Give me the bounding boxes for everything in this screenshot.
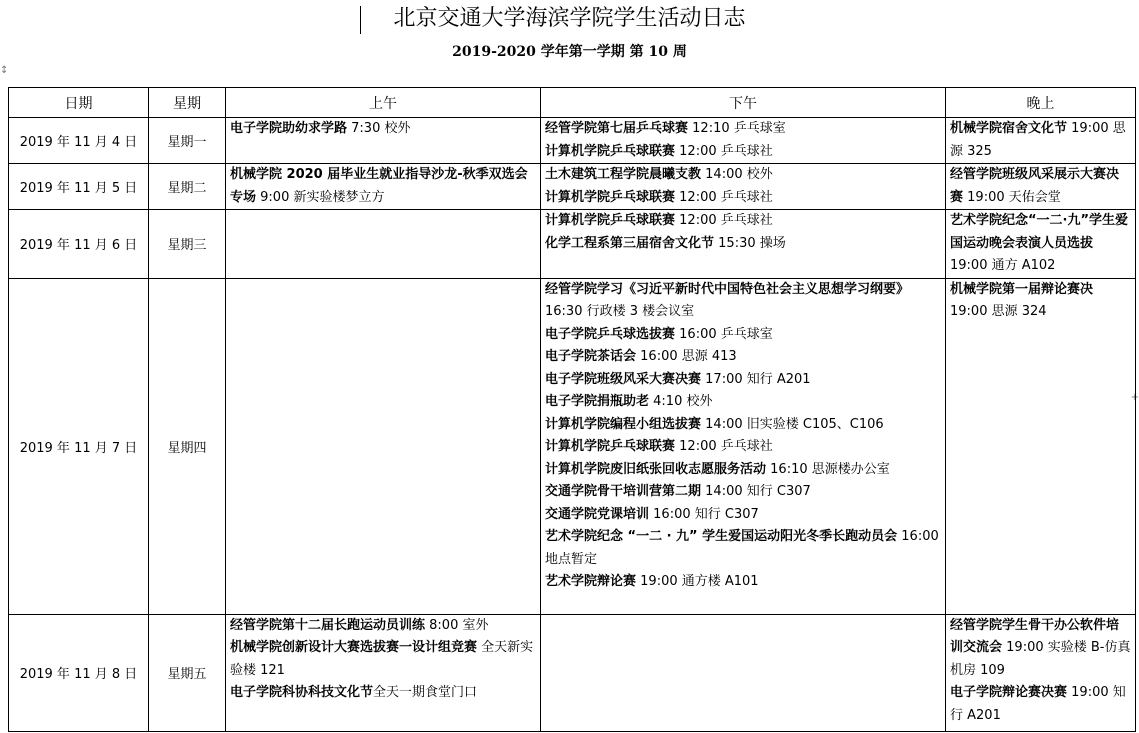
activity-entry: [545, 118, 941, 141]
add-column-icon[interactable]: +: [1130, 392, 1139, 403]
activity-detail: 14:00 知行 C307: [701, 484, 811, 499]
activity-entry: [545, 391, 941, 414]
pm-cell: [541, 164, 946, 210]
activity-name: 机械学院第一届辩论赛决: [950, 281, 1094, 297]
activity-name: 经管学院学生骨干办公软件培训交流会: [950, 617, 1120, 655]
activity-detail: 15:30 操场: [714, 235, 786, 251]
header-evening: 晚上: [946, 88, 1136, 118]
activity-name: 计算机学院乒乓球联赛: [545, 439, 676, 454]
document-subtitle: 2019-2020 学年第一学期 第 10 周: [452, 44, 687, 60]
date-cell: 2019 年 11 月 6 日: [9, 210, 149, 279]
table-row: [9, 210, 1136, 279]
activity-entry: [545, 459, 941, 482]
activity-name: 经管学院第十二届长跑运动员训练: [230, 617, 426, 633]
am-cell: [226, 278, 541, 614]
activity-detail: 19:00 通方 A102: [950, 258, 1056, 273]
activity-entry: [545, 164, 941, 187]
header-morning: 上午: [226, 88, 541, 118]
activity-entry: [545, 436, 941, 459]
eve-cell: [946, 164, 1136, 210]
activity-name: 经管学院第七届乒乓球赛: [545, 121, 689, 136]
activity-entry: [545, 279, 941, 324]
weekday-cell: 星期五: [149, 614, 226, 731]
activity-name: 机械学院 2020 届毕业生就业指导沙龙-秋季双选会专场: [230, 167, 528, 205]
activity-name: 土木建筑工程学院晨曦支教: [545, 167, 702, 182]
activity-detail: 19:00 通方楼 A101: [636, 574, 759, 589]
activity-table: [8, 87, 1136, 732]
activity-entry: [230, 637, 536, 682]
am-cell: [226, 210, 541, 279]
activity-entry: [230, 118, 536, 141]
eve-cell: [946, 118, 1136, 164]
activity-detail: 14:00 校外: [701, 167, 773, 182]
activity-entry: [545, 141, 941, 164]
activity-detail: 8:00 室外: [425, 617, 489, 633]
margin-arrow-icon: ↕: [0, 65, 9, 76]
document-title: 北京交通大学海滨学院学生活动日志: [393, 6, 746, 31]
activity-entry: [230, 615, 536, 638]
activity-detail: 16:00 知行 C307: [649, 506, 759, 522]
activity-entry: [230, 164, 536, 209]
activity-entry: [545, 571, 941, 594]
pm-cell: [541, 278, 946, 614]
activity-entry: [950, 615, 1131, 683]
activity-entry: [545, 233, 941, 256]
pm-cell: [541, 210, 946, 279]
activity-name: 艺术学院纪念 “一二 · 九” 学生爱国运动阳光冬季长跑动员会: [545, 529, 898, 544]
activity-entry: [545, 414, 941, 437]
activity-name: 交通学院党课培训: [545, 506, 650, 522]
activity-detail: 全天新实验楼 121: [230, 640, 534, 678]
activity-entry: [950, 279, 1131, 324]
activity-detail: 16:10 思源楼办公室: [766, 461, 890, 477]
activity-name: 化学工程系第三届宿舍文化节: [545, 235, 715, 251]
weekday-cell: 星期二: [149, 164, 226, 210]
activity-detail: 14:00 旧实验楼 C105、C106: [701, 416, 884, 432]
table-row: [9, 164, 1136, 210]
activity-entry: [545, 210, 941, 233]
am-cell: [226, 164, 541, 210]
activity-name: 机械学院宿舍文化节: [950, 121, 1068, 136]
eve-cell: [946, 614, 1136, 731]
activity-entry: [545, 504, 941, 527]
activity-detail: 12:00 乒乓球社: [675, 439, 773, 454]
activity-name: 电子学院助幼求学路: [230, 121, 348, 136]
activity-name: 电子学院科协科技文化节: [230, 685, 374, 700]
am-cell: [226, 614, 541, 731]
date-cell: 2019 年 11 月 8 日: [9, 614, 149, 731]
activity-name: 电子学院班级风采大赛决赛: [545, 371, 702, 387]
date-cell: 2019 年 11 月 5 日: [9, 164, 149, 210]
header-row: [9, 88, 1136, 118]
weekday-cell: 星期一: [149, 118, 226, 164]
activity-entry: [545, 346, 941, 369]
activity-detail: 12:00 乒乓球社: [675, 213, 773, 228]
activity-detail: 9:00 新实验楼梦立方: [256, 189, 385, 205]
activity-name: 计算机学院乒乓球联赛: [545, 213, 676, 228]
activity-entry: [545, 481, 941, 504]
header-afternoon: 下午: [541, 88, 946, 118]
activity-detail: 12:00 乒乓球社: [675, 143, 773, 159]
activity-entry: [545, 526, 941, 571]
eve-cell: [946, 278, 1136, 614]
am-cell: [226, 118, 541, 164]
activity-name: 经管学院班级风采展示大赛决赛: [950, 167, 1120, 205]
activity-detail: 7:30 校外: [347, 121, 411, 136]
table-row: [9, 118, 1136, 164]
pm-cell: [541, 118, 946, 164]
activity-name: 艺术学院辩论赛: [545, 574, 637, 589]
activity-name: 计算机学院编程小组选拔赛: [545, 416, 702, 432]
activity-detail: 19:00 实验楼 B-仿真机房 109: [950, 640, 1131, 678]
activity-name: 艺术学院纪念“一二·九”学生爱国运动晚会表演人员选拔: [950, 213, 1129, 251]
weekday-cell: 星期四: [149, 278, 226, 614]
activity-entry: [950, 210, 1131, 278]
activity-name: 电子学院茶话会: [545, 349, 637, 364]
activity-entry: [545, 187, 941, 210]
activity-detail: 16:00 地点暂定: [545, 529, 939, 567]
table-row: [9, 614, 1136, 731]
activity-entry: [950, 118, 1131, 163]
date-cell: 2019 年 11 月 4 日: [9, 118, 149, 164]
table-row: [9, 278, 1136, 614]
activity-entry: [950, 682, 1131, 727]
date-cell: 2019 年 11 月 7 日: [9, 278, 149, 614]
activity-detail: 19:00 知行 A201: [950, 685, 1126, 723]
activity-name: 计算机学院乒乓球联赛: [545, 143, 676, 159]
activity-detail: 4:10 校外: [649, 394, 713, 409]
pm-cell: [541, 614, 946, 731]
activity-name: 电子学院捐瓶助老: [545, 394, 650, 409]
activity-name: 电子学院乒乓球选拔赛: [545, 326, 676, 342]
activity-detail: 17:00 知行 A201: [701, 371, 811, 387]
activity-detail: 12:00 乒乓球社: [675, 189, 773, 205]
activity-detail: 12:10 乒乓球室: [688, 121, 786, 136]
activity-detail: 16:00 思源 413: [636, 349, 737, 364]
activity-name: 交通学院骨干培训营第二期: [545, 484, 702, 499]
activity-name: 计算机学院废旧纸张回收志愿服务活动: [545, 461, 767, 477]
activity-detail: 19:00 思源 325: [950, 121, 1126, 159]
activity-entry: [545, 369, 941, 392]
weekday-cell: 星期三: [149, 210, 226, 279]
header-date: 日期: [9, 88, 149, 118]
activity-name: 电子学院辩论赛决赛: [950, 685, 1068, 700]
activity-name: 经管学院学习《习近平新时代中国特色社会主义思想学习纲要》: [545, 281, 910, 297]
activity-detail: 16:00 乒乓球室: [675, 326, 773, 342]
activity-detail: 19:00 天佑会堂: [963, 189, 1061, 205]
activity-name: 机械学院创新设计大赛选拔赛一设计组竞赛: [230, 640, 478, 655]
activity-entry: [545, 324, 941, 347]
activity-detail: 16:30 行政楼 3 楼会议室: [545, 304, 695, 319]
activity-entry: [950, 164, 1131, 209]
header-weekday: 星期: [149, 88, 226, 118]
activity-name: 计算机学院乒乓球联赛: [545, 189, 676, 205]
activity-detail: 19:00 思源 324: [950, 304, 1047, 319]
activity-detail: 全天一期食堂门口: [373, 685, 478, 700]
eve-cell: [946, 210, 1136, 279]
activity-entry: [230, 682, 536, 705]
